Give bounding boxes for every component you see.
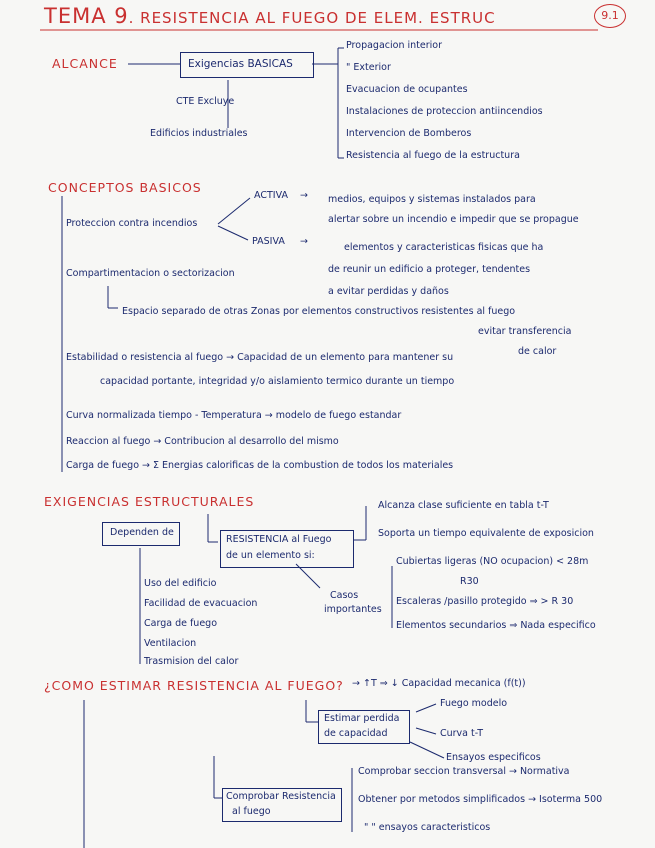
alcance-item: Resistencia al fuego de la estructura — [346, 150, 520, 161]
dependen-label: Dependen de — [110, 527, 174, 538]
estimar-label: Estimar perdida — [324, 713, 400, 724]
arrow-icon: → — [300, 236, 308, 247]
edificios-industriales: Edificios industriales — [150, 128, 248, 139]
exigencias-heading: EXIGENCIAS ESTRUCTURALES — [44, 494, 255, 509]
activa-desc: alertar sobre un incendio e impedir que se propague — [328, 214, 579, 225]
page-title: TEMA 9 — [44, 4, 129, 28]
reaccion-label: Reaccion al fuego → Contribucion al desarrollo del mismo — [66, 436, 339, 447]
activa-desc: medios, equipos y sistemas instalados para — [328, 194, 536, 205]
comprobar-label: al fuego — [232, 806, 271, 817]
alcance-item: Intervencion de Bomberos — [346, 128, 472, 139]
alcance-item: Evacuacion de ocupantes — [346, 84, 468, 95]
compartimentacion-label: Compartimentacion o sectorizacion — [66, 268, 235, 279]
resistencia-label: de un elemento si: — [226, 550, 315, 561]
alcance-item: Instalaciones de proteccion antiincendios — [346, 106, 543, 117]
espacio-label: Espacio separado de otras Zonas por elementos constructivos resistentes al fuego — [122, 306, 516, 317]
obtener-label: Obtener por metodos simplificados → Isoterma 500 — [358, 794, 603, 805]
pasiva-desc: a evitar perdidas y daños — [328, 286, 449, 297]
page-number-badge: 9.1 — [594, 4, 626, 28]
ensayos-label: Ensayos especificos — [446, 752, 541, 763]
alcance-heading: ALCANCE — [52, 56, 118, 71]
estimar-arrow-text: → ↑T ⇒ ↓ Capacidad mecanica (f(t)) — [352, 678, 526, 689]
estimar-label: de capacidad — [324, 728, 388, 739]
r30-label: R30 — [460, 576, 479, 587]
page-title-rest: . RESISTENCIA AL FUEGO DE ELEM. ESTRUC — [128, 9, 496, 27]
dependen-item: Uso del edificio — [144, 578, 217, 589]
comprobar-label: Comprobar Resistencia — [226, 791, 336, 802]
resistencia-label: RESISTENCIA al Fuego — [226, 534, 332, 545]
seccion-label: Comprobar seccion transversal → Normativa — [358, 766, 570, 777]
estabilidad-label: Estabilidad o resistencia al fuego → Capacidad de un elemento para mantener su — [66, 352, 454, 363]
dependen-item: Trasmision del calor — [144, 656, 239, 667]
carga-label: Carga de fuego → Σ Energias calorificas de la combustion de todos los materiales — [66, 460, 454, 471]
activa-label: ACTIVA — [254, 190, 288, 201]
pasiva-label: PASIVA — [252, 236, 285, 247]
alcance-item: " Exterior — [346, 62, 391, 73]
casos-label: Casos — [330, 590, 359, 601]
cubiertas-label: Cubiertas ligeras (NO ocupacion) < 28m — [396, 556, 589, 567]
proteccion-label: Proteccion contra incendios — [66, 218, 198, 229]
estimar-heading: ¿COMO ESTIMAR RESISTENCIA AL FUEGO? — [44, 678, 344, 693]
alcanza-label: Alcanza clase suficiente en tabla t-T — [378, 500, 549, 511]
dependen-item: Facilidad de evacuacion — [144, 598, 258, 609]
pasiva-desc: elementos y caracteristicas fisicas que ha — [344, 242, 544, 253]
escaleras-label: Escaleras /pasillo protegido ⇒ > R 30 — [396, 596, 574, 607]
evitar-label: evitar transferencia — [478, 326, 572, 337]
estabilidad-desc: capacidad portante, integridad y/o aislamiento termico durante un tiempo — [100, 376, 455, 387]
curva-tt-label: Curva t-T — [440, 728, 484, 739]
arrow-icon: → — [300, 190, 308, 201]
dependen-item: Ventilacion — [144, 638, 197, 649]
dependen-item: Carga de fuego — [144, 618, 218, 629]
cte-excluye: CTE Excluye — [176, 96, 235, 107]
pasiva-desc: de reunir un edificio a proteger, tendentes — [328, 264, 531, 275]
soporta-label: Soporta un tiempo equivalente de exposicion — [378, 528, 594, 539]
de-calor-label: de calor — [518, 346, 557, 357]
ensayos-caracteristicos-label: " " ensayos caracteristicos — [364, 822, 491, 833]
alcance-item: Propagacion interior — [346, 40, 442, 51]
exigencias-basicas-label: Exigencias BASICAS — [188, 58, 293, 70]
conceptos-heading: CONCEPTOS BASICOS — [48, 180, 202, 195]
elementos-label: Elementos secundarios ⇒ Nada especifico — [396, 620, 596, 631]
curva-label: Curva normalizada tiempo - Temperatura → modelo de fuego estandar — [66, 410, 402, 421]
importantes-label: importantes — [324, 604, 382, 615]
fuego-modelo-label: Fuego modelo — [440, 698, 508, 709]
